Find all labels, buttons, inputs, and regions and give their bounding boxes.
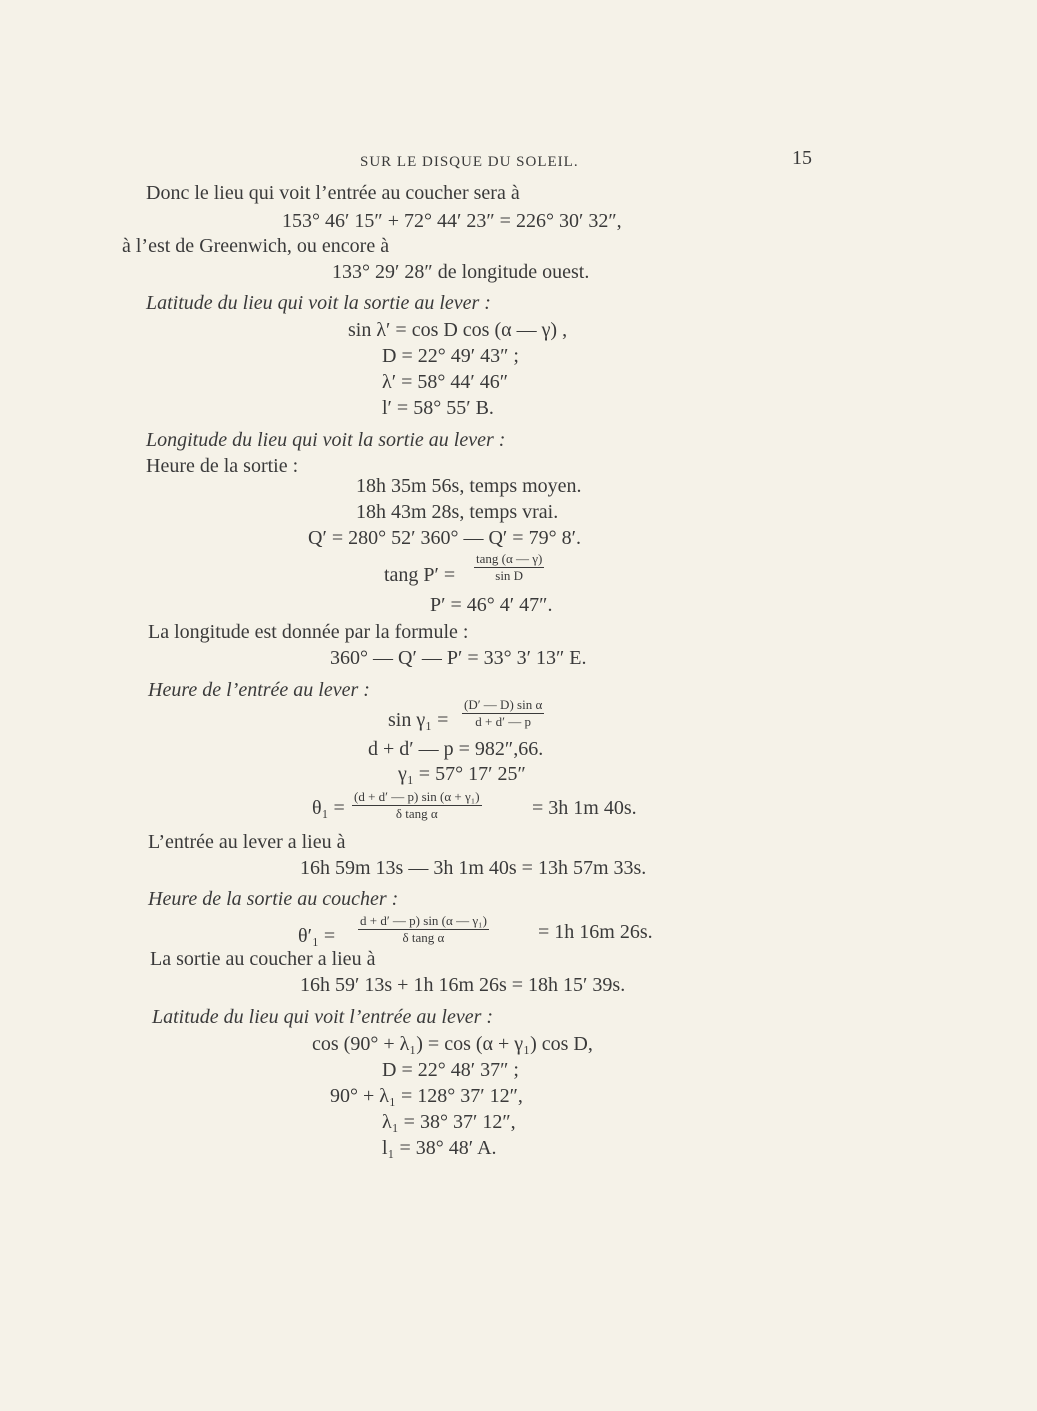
equation-line: 133° 29′ 28″ de longitude ouest. bbox=[332, 261, 590, 283]
running-title: SUR LE DISQUE DU SOLEIL. bbox=[360, 154, 579, 170]
section-heading: Heure de la sortie au coucher : bbox=[148, 888, 399, 910]
section-heading: Latitude du lieu qui voit l’entrée au lever : bbox=[152, 1006, 494, 1028]
equation-lhs: sin γ₁ = bbox=[388, 709, 449, 731]
fraction-denominator: δ tang α bbox=[358, 929, 489, 946]
equation-line: λ′ = 58° 44′ 46″ bbox=[382, 371, 509, 393]
fraction-denominator: d + d′ — p bbox=[462, 713, 544, 730]
equation-line: 90° + λ₁ = 128° 37′ 12″, bbox=[330, 1085, 523, 1107]
equation-line: 18h 43m 28s, temps vrai. bbox=[356, 501, 559, 523]
fraction-numerator: (D′ — D) sin α bbox=[464, 697, 543, 712]
equation-line: D = 22° 49′ 43″ ; bbox=[382, 345, 519, 367]
fraction-numerator: d + d′ — p) sin (α — γ₁) bbox=[360, 913, 487, 928]
text-line: La sortie au coucher a lieu à bbox=[150, 948, 376, 970]
section-heading: Longitude du lieu qui voit la sortie au lever : bbox=[146, 429, 506, 451]
text-line: La longitude est donnée par la formule : bbox=[148, 621, 469, 643]
fraction bbox=[462, 697, 544, 730]
equation-line: λ₁ = 38° 37′ 12″, bbox=[382, 1111, 516, 1133]
fraction bbox=[352, 789, 482, 822]
text-line: à l’est de Greenwich, ou encore à bbox=[122, 235, 390, 257]
fraction-denominator: sin D bbox=[474, 567, 544, 584]
text-line: L’entrée au lever a lieu à bbox=[148, 831, 346, 853]
text-line: Heure de la sortie : bbox=[146, 455, 299, 477]
equation-line: 16h 59′ 13s + 1h 16m 26s = 18h 15′ 39s. bbox=[300, 974, 626, 996]
fraction-denominator: δ tang α bbox=[352, 805, 482, 822]
equation-rhs: = 3h 1m 40s. bbox=[532, 797, 637, 819]
fraction-numerator: (d + d′ — p) sin (α + γ₁) bbox=[354, 789, 480, 804]
equation-line: D = 22° 48′ 37″ ; bbox=[382, 1059, 519, 1081]
section-heading: Latitude du lieu qui voit la sortie au lever : bbox=[146, 292, 491, 314]
page-number: 15 bbox=[792, 147, 812, 169]
equation-lhs: tang P′ = bbox=[384, 564, 456, 586]
equation-line: 153° 46′ 15″ + 72° 44′ 23″ = 226° 30′ 32″, bbox=[282, 210, 622, 232]
equation-line: P′ = 46° 4′ 47″. bbox=[430, 594, 553, 616]
equation-line: l′ = 58° 55′ B. bbox=[382, 397, 494, 419]
equation-line: sin λ′ = cos D cos (α — γ) , bbox=[348, 319, 568, 341]
equation-line: d + d′ — p = 982″,66. bbox=[368, 738, 544, 760]
text-line: Donc le lieu qui voit l’entrée au coucher sera à bbox=[146, 182, 520, 204]
section-heading: Heure de l’entrée au lever : bbox=[148, 679, 370, 701]
fraction bbox=[474, 551, 544, 584]
equation-line: cos (90° + λ₁) = cos (α + γ₁) cos D, bbox=[312, 1033, 593, 1055]
equation-lhs: θ₁ = bbox=[312, 797, 345, 819]
equation-line: 360° — Q′ — P′ = 33° 3′ 13″ E. bbox=[330, 647, 587, 669]
equation-line: l₁ = 38° 48′ A. bbox=[382, 1137, 497, 1159]
fraction bbox=[358, 913, 489, 946]
equation-rhs: = 1h 16m 26s. bbox=[538, 921, 653, 943]
fraction-numerator: tang (α — γ) bbox=[476, 551, 543, 566]
equation-line: γ₁ = 57° 17′ 25″ bbox=[398, 763, 526, 785]
equation-line: Q′ = 280° 52′ 360° — Q′ = 79° 8′. bbox=[308, 527, 581, 549]
equation-line: 16h 59m 13s — 3h 1m 40s = 13h 57m 33s. bbox=[300, 857, 647, 879]
equation-line: 18h 35m 56s, temps moyen. bbox=[356, 475, 582, 497]
equation-lhs: θ′₁ = bbox=[298, 925, 336, 947]
